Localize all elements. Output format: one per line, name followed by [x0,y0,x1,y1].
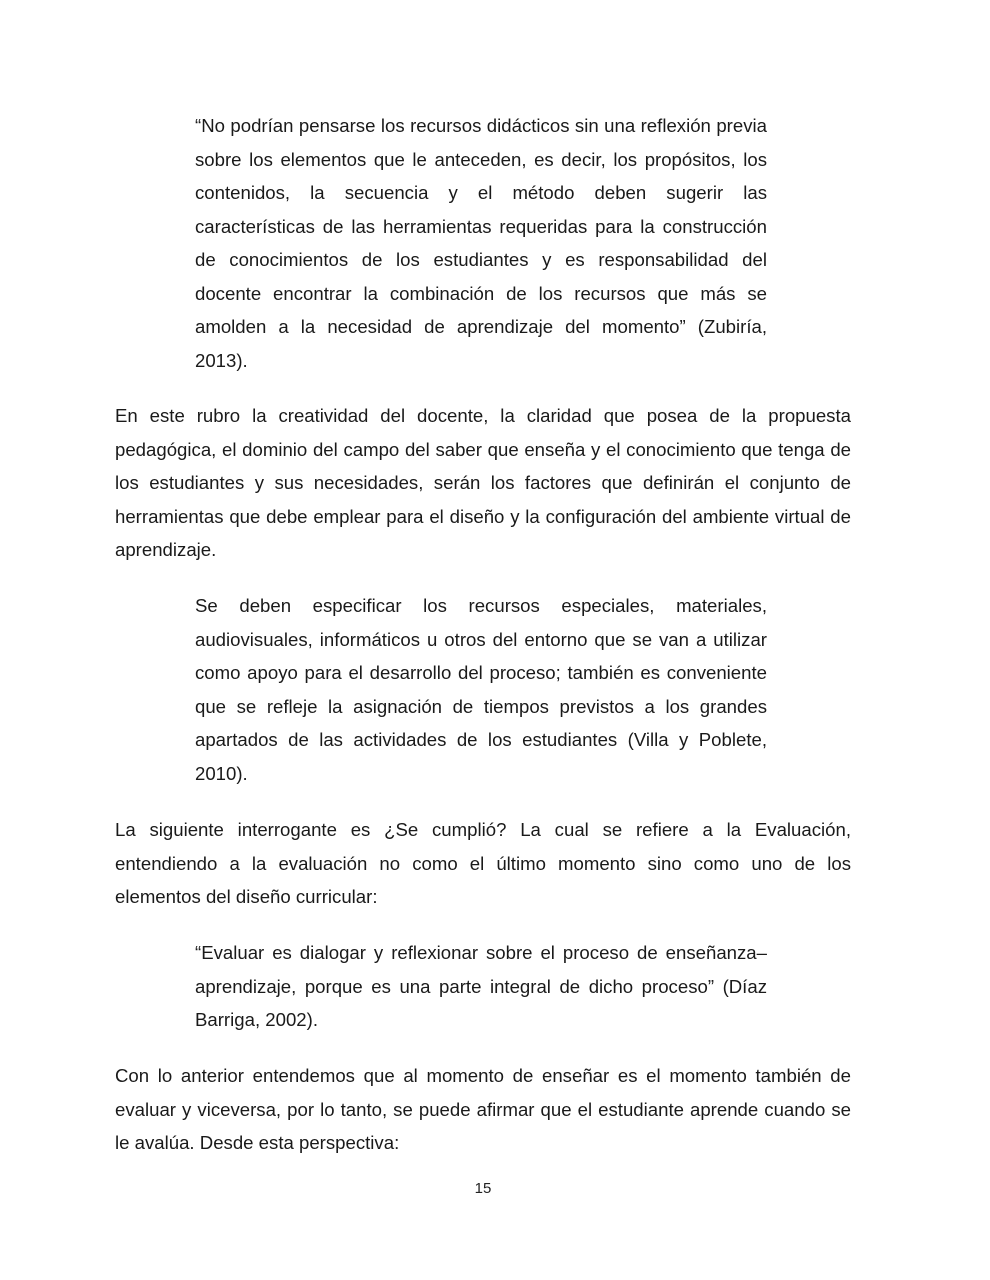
body-paragraph-creatividad: En este rubro la creatividad del docente, la claridad que posea de la propuesta pedagógica, el dominio del campo del saber que enseña y el conocimiento que tenga de los estudiantes y sus necesidades, serán los factores que definirán el conjunto de herramientas que debe emplear para el diseño y la configuración del ambiente virtual de aprendizaje. [115,405,851,560]
block-quote-zubiria: “No podrían pensarse los recursos didácticos sin una reflexión previa sobre los elementos que le anteceden, es decir, los propósitos, los contenidos, la secuencia y el método deben sugerir las características de las herramientas requeridas para la construcción de conocimientos de los estudiantes y es responsabilidad del docente encontrar la combinación de los recursos que más se amolden a la necesidad de aprendizaje del momento” (Zubiría, 2013). [195,115,767,371]
block-quote-villa-poblete: Se deben especificar los recursos especiales, materiales, audiovisuales, informáticos u otros del entorno que se van a utilizar como apoyo para el desarrollo del proceso; también es conveniente que se refleje la asignación de tiempos previstos a los grandes apartados de las actividades de los estudiantes (Villa y Poblete, 2010). [195,595,767,784]
body-paragraph-evaluacion: La siguiente interrogante es ¿Se cumplió? La cual se refiere a la Evaluación, entendiendo a la evaluación no como el último momento sino como uno de los elementos del diseño curricular: [115,819,851,907]
block-quote-diaz-barriga: “Evaluar es dialogar y reflexionar sobre el proceso de enseñanza–aprendizaje, porque es una parte integral de dicho proceso” (Díaz Barriga, 2002). [195,942,767,1030]
body-paragraph-perspectiva: Con lo anterior entendemos que al momento de enseñar es el momento también de evaluar y viceversa, por lo tanto, se puede afirmar que el estudiante aprende cuando se le avalúa. Desde esta perspectiva: [115,1065,851,1153]
page-number: 15 [474,1180,492,1197]
